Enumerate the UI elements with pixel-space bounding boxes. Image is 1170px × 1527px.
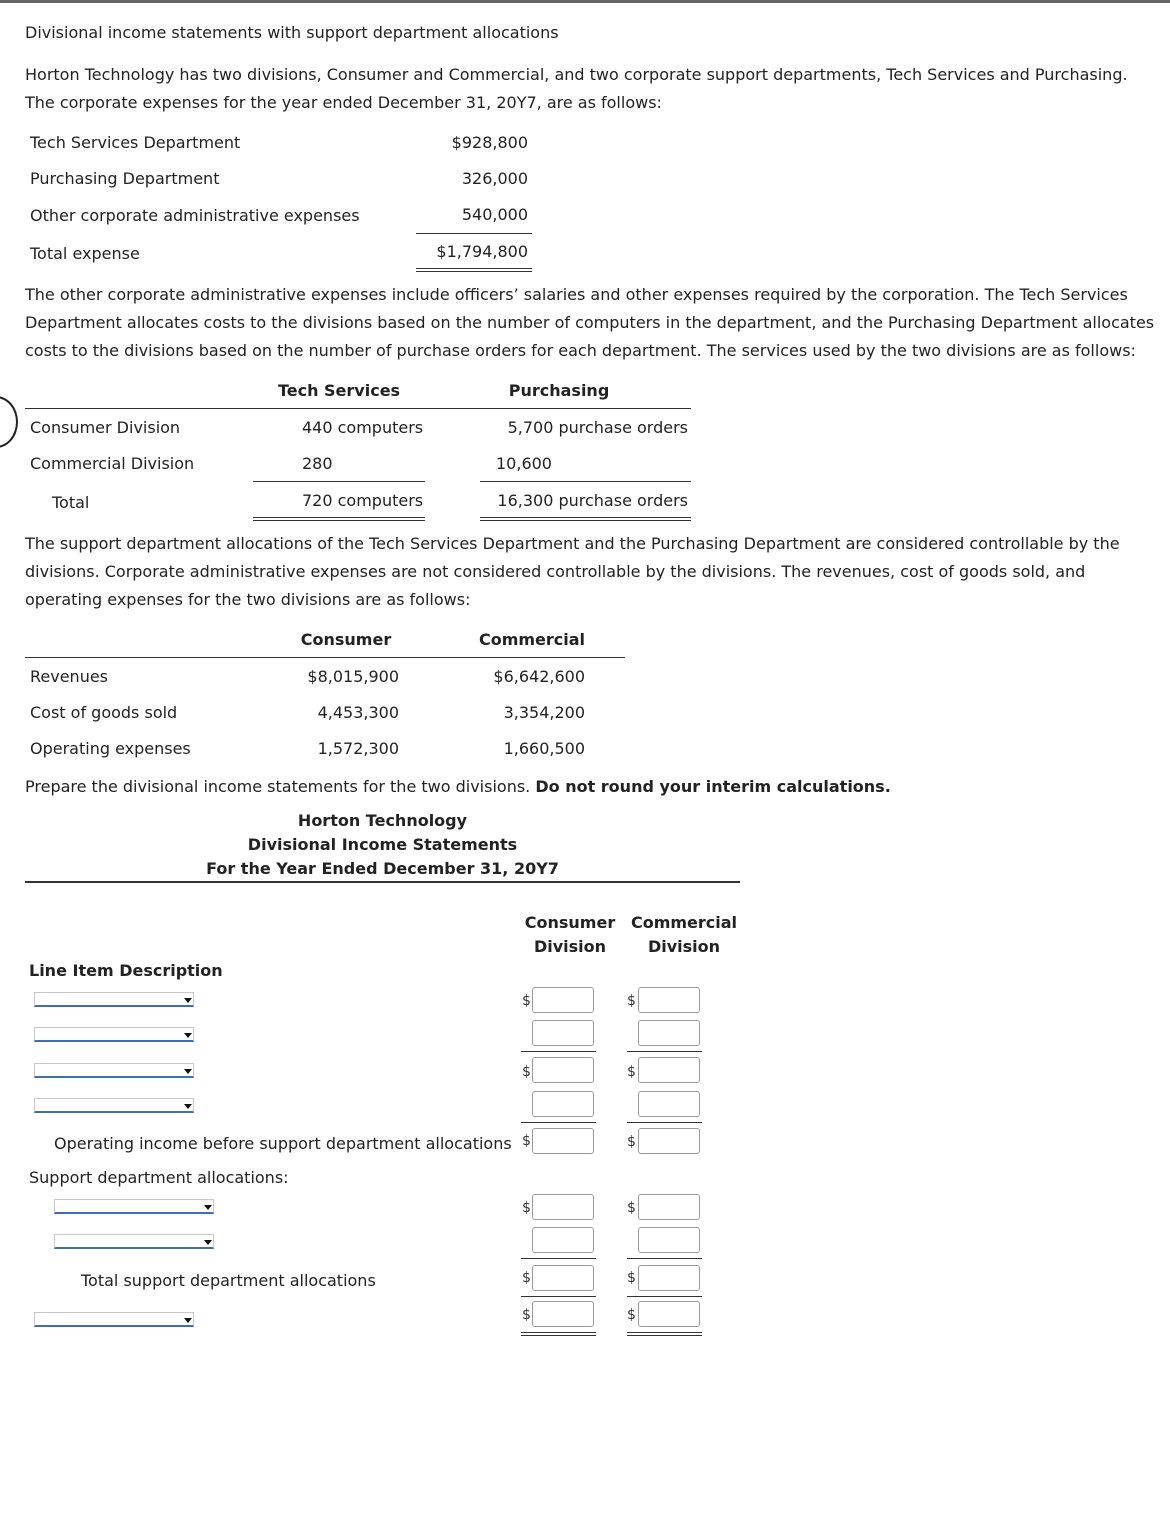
expense-label: Purchasing Department: [30, 169, 220, 188]
commercial-value: 1,660,500: [503, 739, 585, 758]
subtotal-rule: [480, 481, 691, 482]
expense-amount: 326,000: [461, 169, 528, 188]
final-double-rule: [521, 1332, 596, 1336]
expense-label: Tech Services Department: [30, 133, 241, 152]
total-double-rule: [253, 517, 425, 521]
dropdown-arrow-icon: [184, 998, 192, 1003]
dollar-sign: $: [522, 1307, 531, 1323]
dropdown-arrow-icon: [184, 1069, 192, 1074]
consumer-allocation-input[interactable]: [532, 1227, 594, 1253]
line-item-dropdown[interactable]: [34, 1098, 194, 1113]
header-rule: [25, 408, 691, 409]
header-rule: [25, 657, 625, 658]
subtotal-rule: [521, 1051, 596, 1052]
subtotal-rule: [253, 481, 425, 482]
dollar-sign: $: [627, 1307, 636, 1323]
dollar-sign: $: [522, 1270, 531, 1286]
heading-rule: [25, 881, 740, 883]
final-line-dropdown[interactable]: [34, 1312, 194, 1327]
row-label: Operating expenses: [30, 739, 191, 758]
commercial-amount-input[interactable]: [638, 1057, 700, 1083]
commercial-amount-input[interactable]: [638, 987, 700, 1013]
intro-paragraph: Horton Technology has two divisions, Consumer and Commercial, and two corporate support departments, Tech Services and Purchasing. The corporate expenses for the year ended December 31, 20Y7, are as follows:: [25, 65, 1128, 112]
company-name: Horton Technology: [297, 811, 468, 830]
expense-label: Other corporate administrative expenses: [30, 206, 360, 225]
subtotal-rule: [627, 1296, 702, 1297]
consumer-amount-input[interactable]: [532, 1020, 594, 1046]
subtotal-rule: [627, 1122, 702, 1123]
consumer-value: 1,572,300: [317, 739, 399, 758]
commercial-value: 3,354,200: [503, 703, 585, 722]
total-support-label: Total support department allocations: [81, 1271, 376, 1290]
subtotal-rule: [521, 1296, 596, 1297]
op-income-label: Operating income before support department allocations: [54, 1134, 512, 1153]
dropdown-arrow-icon: [184, 1104, 192, 1109]
top-border: [0, 0, 1170, 3]
dollar-sign: $: [522, 1064, 531, 1080]
column-header-purchasing: Purchasing: [508, 381, 610, 400]
subtotal-rule: [521, 1258, 596, 1259]
subtotal-rule: [416, 233, 532, 234]
dollar-sign: $: [627, 1064, 636, 1080]
row-label: Revenues: [30, 667, 109, 686]
dollar-sign: $: [627, 1134, 636, 1150]
commercial-amount-input[interactable]: [638, 1020, 700, 1046]
page-edge-marker: [0, 396, 18, 448]
column-header-commercial: Commercial: [478, 630, 586, 649]
commercial-allocation-input[interactable]: [638, 1194, 700, 1220]
allocation-dropdown[interactable]: [54, 1234, 214, 1249]
dollar-sign: $: [627, 1270, 636, 1286]
tech-total: 720 computers: [302, 491, 424, 510]
row-label: Consumer Division: [30, 418, 181, 437]
consumer-value: $8,015,900: [307, 667, 399, 686]
dollar-sign: $: [522, 1133, 531, 1149]
commercial-allocation-input[interactable]: [638, 1227, 700, 1253]
tech-value: 440 computers: [302, 418, 424, 437]
consumer-allocation-input[interactable]: [532, 1194, 594, 1220]
dollar-sign: $: [522, 1200, 531, 1216]
commercial-final-input[interactable]: [638, 1301, 700, 1327]
consumer-amount-input[interactable]: [532, 1091, 594, 1117]
column-header-consumer: Consumer: [300, 630, 392, 649]
dollar-sign: $: [522, 993, 531, 1009]
final-double-rule: [627, 1332, 702, 1336]
purchasing-value: 5,700 purchase orders: [507, 418, 688, 437]
problem-title: Divisional income statements with support department allocations: [25, 23, 559, 42]
expense-amount: $928,800: [451, 133, 528, 152]
consumer-final-input[interactable]: [532, 1301, 594, 1327]
commercial-amount-input[interactable]: [638, 1091, 700, 1117]
row-label: Commercial Division: [30, 454, 195, 473]
dollar-sign: $: [627, 993, 636, 1009]
consumer-op-income-input[interactable]: [532, 1128, 594, 1154]
dropdown-arrow-icon: [184, 1318, 192, 1323]
consumer-value: 4,453,300: [317, 703, 399, 722]
subtotal-rule: [521, 1122, 596, 1123]
col-header-commercial: Commercial Division: [630, 913, 738, 956]
tech-value: 280: [302, 454, 333, 473]
subtotal-rule: [627, 1051, 702, 1052]
support-allocations-label: Support department allocations:: [29, 1168, 289, 1187]
row-label: Cost of goods sold: [30, 703, 178, 722]
consumer-total-support-input[interactable]: [532, 1265, 594, 1291]
dropdown-arrow-icon: [204, 1240, 212, 1245]
controllable-paragraph: The support department allocations of the Tech Services Department and the Purchasing Department are considered controllable by the divisions. Corporate administrative expenses are not considered controllable by the divisions. The revenues, cost of goods sold, and operating expenses for the two divisions are as follows:: [25, 534, 1120, 609]
statement-title: Divisional Income Statements: [247, 835, 518, 854]
dollar-sign: $: [627, 1200, 636, 1216]
dropdown-arrow-icon: [184, 1033, 192, 1038]
consumer-amount-input[interactable]: [532, 987, 594, 1013]
expense-total-label: Total expense: [30, 244, 140, 263]
commercial-value: $6,642,600: [493, 667, 585, 686]
purchasing-total: 16,300 purchase orders: [497, 491, 688, 510]
column-header-tech-services: Tech Services: [277, 381, 401, 400]
total-label: Total: [52, 493, 90, 512]
instruction: Prepare the divisional income statements for the two divisions. Do not round your interim calculations.: [25, 777, 891, 796]
statement-period: For the Year Ended December 31, 20Y7: [206, 859, 559, 878]
subtotal-rule: [627, 1258, 702, 1259]
total-double-rule: [480, 517, 691, 521]
commercial-total-support-input[interactable]: [638, 1265, 700, 1291]
line-item-dropdown[interactable]: [34, 992, 194, 1007]
line-item-dropdown[interactable]: [34, 1063, 194, 1078]
consumer-amount-input[interactable]: [532, 1057, 594, 1083]
expense-total-amount: $1,794,800: [436, 242, 528, 261]
dropdown-arrow-icon: [204, 1205, 212, 1210]
expense-amount: 540,000: [461, 205, 528, 224]
allocation-dropdown[interactable]: [54, 1199, 214, 1214]
total-double-rule: [416, 268, 532, 272]
line-item-header: Line Item Description: [29, 961, 223, 980]
commercial-op-income-input[interactable]: [638, 1128, 700, 1154]
purchasing-value: 10,600: [496, 454, 552, 473]
col-header-consumer: Consumer Division: [524, 913, 616, 956]
line-item-dropdown[interactable]: [34, 1027, 194, 1042]
allocation-basis-paragraph: The other corporate administrative expenses include officers’ salaries and other expenses required by the corporation. The Tech Services Department allocates costs to the divisions based on the number of computers in the department, and the Purchasing Department allocates costs to the divisions based on the number of purchase orders for each department. The services used by the two divisions are as follows:: [25, 285, 1155, 360]
